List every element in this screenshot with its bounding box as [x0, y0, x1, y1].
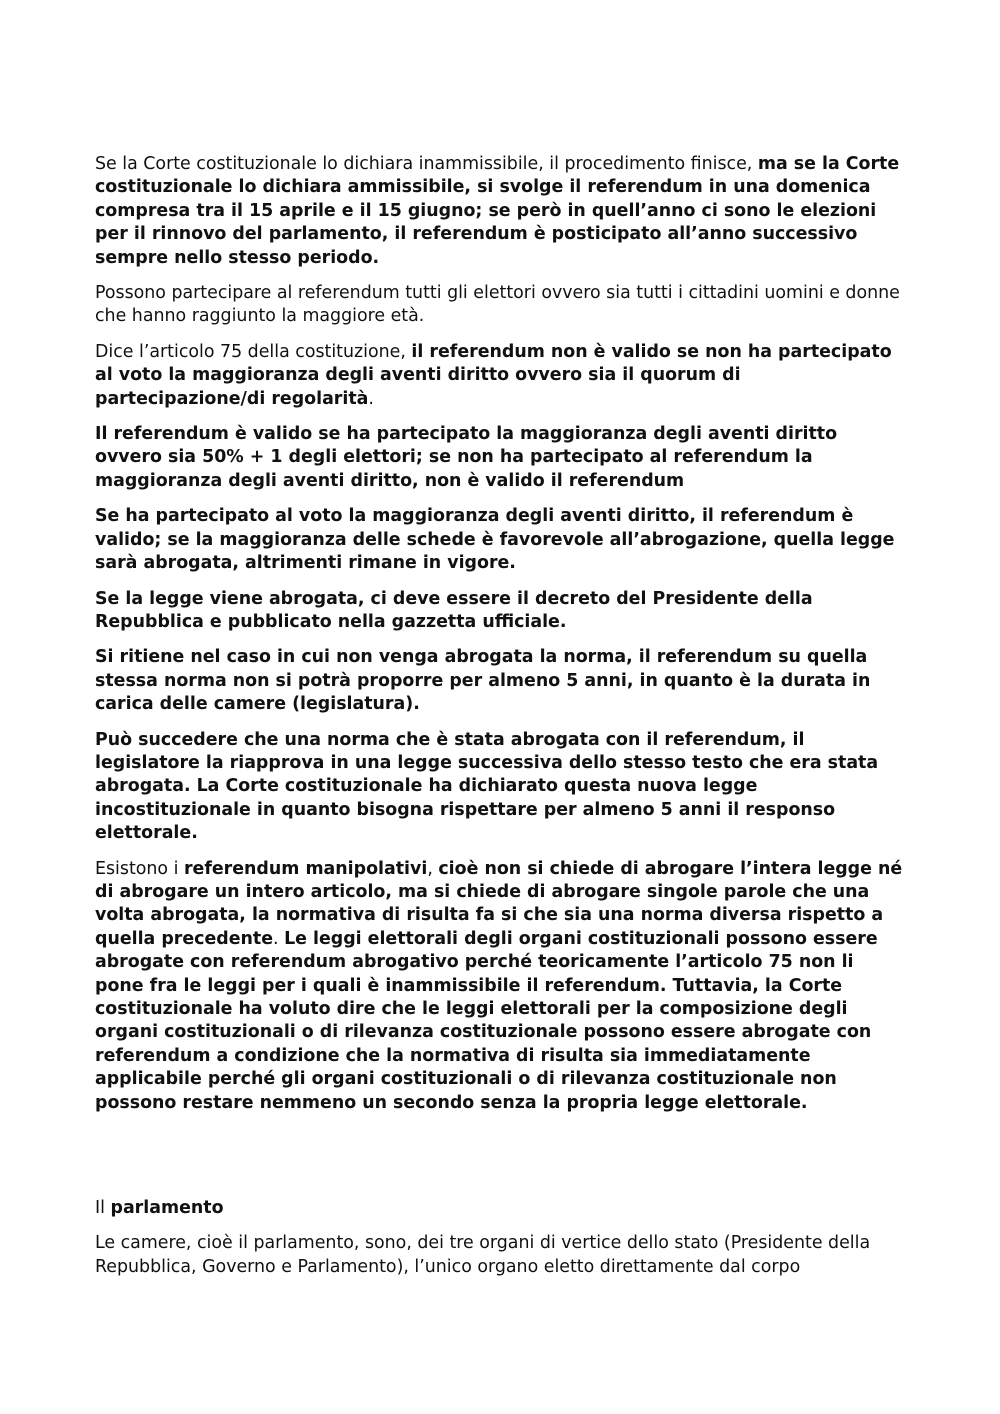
blank-space	[95, 1127, 905, 1197]
paragraph-manipulative-referendum	[95, 858, 905, 1115]
text-regular: .	[368, 388, 374, 409]
section-heading-parlamento	[95, 1197, 905, 1220]
text-regular: Dice l’articolo 75 della costituzione,	[95, 341, 412, 362]
paragraph-referendum-procedure	[95, 153, 905, 270]
paragraph-camere	[95, 1232, 905, 1279]
text-bold: Si ritiene nel caso in cui non venga abrogata la norma, il referendum su quella stessa norma non si potrà proporre per almeno 5 anni, in quanto è la durata in carica delle camere (legislatura).	[95, 647, 871, 715]
text-bold: Le leggi elettorali degli organi costituzionali possono essere abrogate con referendum abrogativo perché teoricamente l’articolo 75 non li pone fra le leggi per i quali è inammissibile il referendum. Tuttavia, la Corte costituzionale ha voluto dire che le leggi elettorali per la composizione degli organi costituzionali o di rilevanza costituzionale possono essere abrogate con referendum a condizione che la normativa di risulta sia immediatamente applicabile perché gli organi costituzionali o di rilevanza costituzionale non possono restare nemmeno un secondo senza la propria legge elettorale.	[95, 928, 878, 1113]
paragraph-five-years	[95, 646, 905, 716]
text-bold: il referendum non è valido se non ha partecipato al voto la maggioranza degli aventi diritto ovvero sia il quorum di partecipazione/di regolarità	[95, 341, 892, 409]
text-regular: Se la Corte costituzionale lo dichiara inammissibile, il procedimento finisce,	[95, 154, 758, 174]
text-bold: Se ha partecipato al voto la maggioranza degli aventi diritto, il referendum è valido; se la maggioranza delle schede è favorevole all’abrogazione, quella legge sarà abrogata, altrimenti rimane in vigore.	[95, 506, 895, 574]
text-regular: ,	[427, 858, 439, 879]
text-bold: parlamento	[110, 1198, 224, 1219]
text-regular: Le camere, cioè il parlamento, sono, dei tre organi di vertice dello stato (Presidente della Repubblica, Governo e Parlamento), l’unico organo eletto direttamente dal corpo	[95, 1233, 871, 1277]
paragraph-voters	[95, 282, 905, 329]
paragraph-quorum	[95, 423, 905, 493]
text-regular: Il	[95, 1198, 111, 1219]
text-bold: cioè non si chiede di abrogare l’intera legge né di abrogare un intero articolo, ma si chiede di abrogare singole parole che una volta abrogata, la normativa di risulta fa si che sia una norma diversa rispetto a quella precedente	[95, 858, 903, 949]
paragraph-validity	[95, 505, 905, 575]
paragraph-decree	[95, 588, 905, 635]
text-regular: Possono partecipare al referendum tutti gli elettori ovvero sia tutti i cittadini uomini e donne che hanno raggiunto la maggiore età.	[95, 283, 900, 327]
text-bold: Se la legge viene abrogata, ci deve essere il decreto del Presidente della Repubblica e pubblicato nella gazzetta ufficiale.	[95, 588, 813, 632]
paragraph-article-75	[95, 341, 905, 411]
text-bold: ma se la Corte costituzionale lo dichiara ammissibile, si svolge il referendum in una domenica compresa tra il 15 aprile e il 15 giugno; se però in quell’anno ci sono le elezioni per il rinnovo del parlamento, il referendum è posticipato all’anno successivo sempre nello stesso periodo.	[95, 154, 900, 268]
text-regular: .	[273, 928, 285, 949]
text-bold: referendum manipolativi	[183, 858, 428, 879]
text-bold: Può succedere che una norma che è stata abrogata con il referendum, il legislatore la riapprova in una legge successiva dello stesso testo che era stata abrogata. La Corte costituzionale ha dichiarato questa nuova legge incostituzionale in quanto bisogna rispettare per almeno 5 anni il responso elettorale.	[95, 729, 879, 844]
text-bold: Il referendum è valido se ha partecipato la maggioranza degli aventi diritto ovvero sia 50% + 1 degli elettori; se non ha partecipato al referendum la maggioranza degli aventi diritto, non è valido il referendum	[95, 424, 838, 491]
paragraph-reapproval	[95, 729, 905, 846]
text-regular: Esistono i	[95, 858, 184, 879]
